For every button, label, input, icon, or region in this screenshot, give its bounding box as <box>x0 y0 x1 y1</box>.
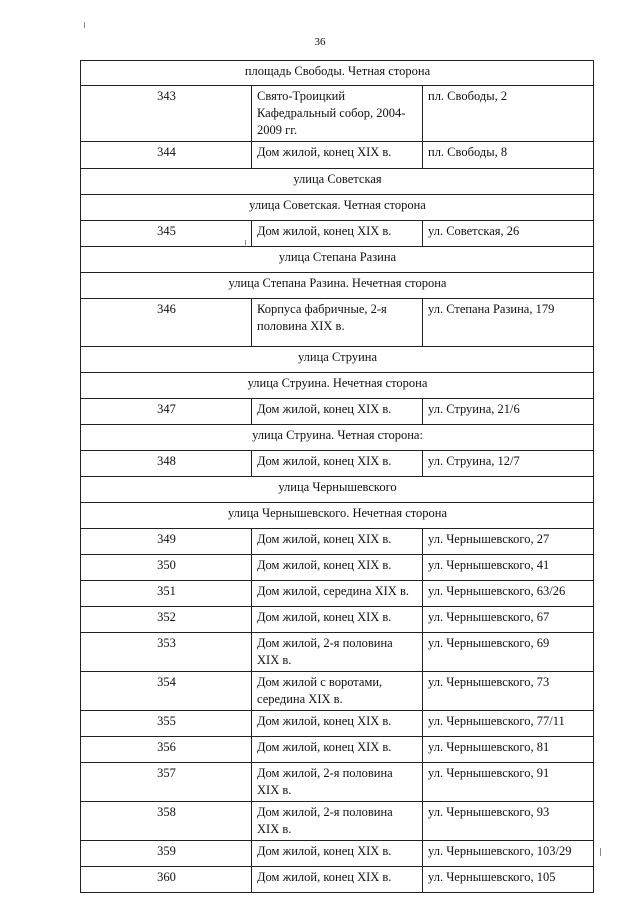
section-header: улица Струина. Нечетная сторона <box>81 373 594 399</box>
object-name: Дом жилой, 2-я половина XIX в. <box>252 802 423 841</box>
row-number: 345 <box>81 221 252 247</box>
monument-registry-table <box>80 60 594 893</box>
object-address: ул. Чернышевского, 81 <box>423 737 594 763</box>
object-address: ул. Чернышевского, 105 <box>423 867 594 893</box>
object-name: Дом жилой, 2-я половина XIX в. <box>252 763 423 802</box>
table-row <box>81 841 594 867</box>
row-number: 351 <box>81 581 252 607</box>
object-name: Корпуса фабричные, 2-я половина XIX в. <box>252 299 423 347</box>
table-row <box>81 633 594 672</box>
row-number: 344 <box>81 142 252 169</box>
object-address: ул. Чернышевского, 73 <box>423 672 594 711</box>
object-address: ул. Струина, 12/7 <box>423 451 594 477</box>
object-name: Дом жилой, конец XIX в. <box>252 451 423 477</box>
table-row <box>81 142 594 169</box>
row-number: 346 <box>81 299 252 347</box>
table-row <box>81 672 594 711</box>
object-name: Дом жилой, конец XIX в. <box>252 737 423 763</box>
object-address: ул. Чернышевского, 67 <box>423 607 594 633</box>
row-number: 348 <box>81 451 252 477</box>
page-number: 36 <box>314 36 326 48</box>
object-name: Дом жилой с воротами, середина XIX в. <box>252 672 423 711</box>
object-name: Дом жилой, конец XIX в. <box>252 555 423 581</box>
section-header: улица Чернышевского <box>81 477 594 503</box>
row-number: 355 <box>81 711 252 737</box>
section-header-row <box>81 61 594 86</box>
row-number: 352 <box>81 607 252 633</box>
scan-speck <box>245 240 246 245</box>
table-row <box>81 399 594 425</box>
object-address: ул. Чернышевского, 103/29 <box>423 841 594 867</box>
scan-speck <box>600 848 601 856</box>
object-name: Дом жилой, середина XIX в. <box>252 581 423 607</box>
table-row <box>81 451 594 477</box>
table-row <box>81 867 594 893</box>
table-row <box>81 737 594 763</box>
section-header-row <box>81 273 594 299</box>
table-row <box>81 607 594 633</box>
object-name: Дом жилой, 2-я половина XIX в. <box>252 633 423 672</box>
object-address: ул. Чернышевского, 69 <box>423 633 594 672</box>
object-address: ул. Советская, 26 <box>423 221 594 247</box>
object-address: ул. Чернышевского, 63/26 <box>423 581 594 607</box>
row-number: 350 <box>81 555 252 581</box>
row-number: 360 <box>81 867 252 893</box>
table-row <box>81 221 594 247</box>
section-header-row <box>81 373 594 399</box>
section-header: площадь Свободы. Четная сторона <box>81 61 594 86</box>
table-row <box>81 763 594 802</box>
row-number: 359 <box>81 841 252 867</box>
table-row <box>81 86 594 142</box>
section-header: улица Степана Разина <box>81 247 594 273</box>
table-row <box>81 581 594 607</box>
section-header: улица Степана Разина. Нечетная сторона <box>81 273 594 299</box>
registry-table-body <box>81 61 594 893</box>
section-header: улица Струина. Четная сторона: <box>81 425 594 451</box>
object-name: Дом жилой, конец XIX в. <box>252 867 423 893</box>
object-address: ул. Чернышевского, 93 <box>423 802 594 841</box>
object-name: Дом жилой, конец XIX в. <box>252 529 423 555</box>
object-address: ул. Струина, 21/6 <box>423 399 594 425</box>
row-number: 356 <box>81 737 252 763</box>
section-header-row <box>81 247 594 273</box>
row-number: 358 <box>81 802 252 841</box>
object-address: ул. Чернышевского, 41 <box>423 555 594 581</box>
row-number: 353 <box>81 633 252 672</box>
object-name: Дом жилой, конец XIX в. <box>252 841 423 867</box>
section-header-row <box>81 347 594 373</box>
row-number: 354 <box>81 672 252 711</box>
row-number: 357 <box>81 763 252 802</box>
section-header-row <box>81 169 594 195</box>
table-row <box>81 711 594 737</box>
object-name: Свято-Троицкий Кафедральный собор, 2004-2009 гг. <box>252 86 423 142</box>
section-header: улица Советская. Четная сторона <box>81 195 594 221</box>
table-row <box>81 555 594 581</box>
section-header-row <box>81 503 594 529</box>
object-address: пл. Свободы, 2 <box>423 86 594 142</box>
object-address: ул. Степана Разина, 179 <box>423 299 594 347</box>
object-name: Дом жилой, конец XIX в. <box>252 607 423 633</box>
section-header: улица Чернышевского. Нечетная сторона <box>81 503 594 529</box>
section-header-row <box>81 195 594 221</box>
row-number: 347 <box>81 399 252 425</box>
table-row <box>81 299 594 347</box>
section-header: улица Советская <box>81 169 594 195</box>
object-address: ул. Чернышевского, 91 <box>423 763 594 802</box>
object-name: Дом жилой, конец XIX в. <box>252 221 423 247</box>
object-name: Дом жилой, конец XIX в. <box>252 711 423 737</box>
object-name: Дом жилой, конец XIX в. <box>252 142 423 169</box>
row-number: 349 <box>81 529 252 555</box>
scan-speck <box>84 22 85 28</box>
section-header: улица Струина <box>81 347 594 373</box>
object-name: Дом жилой, конец XIX в. <box>252 399 423 425</box>
section-header-row <box>81 425 594 451</box>
section-header-row <box>81 477 594 503</box>
table-row <box>81 529 594 555</box>
object-address: пл. Свободы, 8 <box>423 142 594 169</box>
table-row <box>81 802 594 841</box>
object-address: ул. Чернышевского, 27 <box>423 529 594 555</box>
object-address: ул. Чернышевского, 77/11 <box>423 711 594 737</box>
row-number: 343 <box>81 86 252 142</box>
